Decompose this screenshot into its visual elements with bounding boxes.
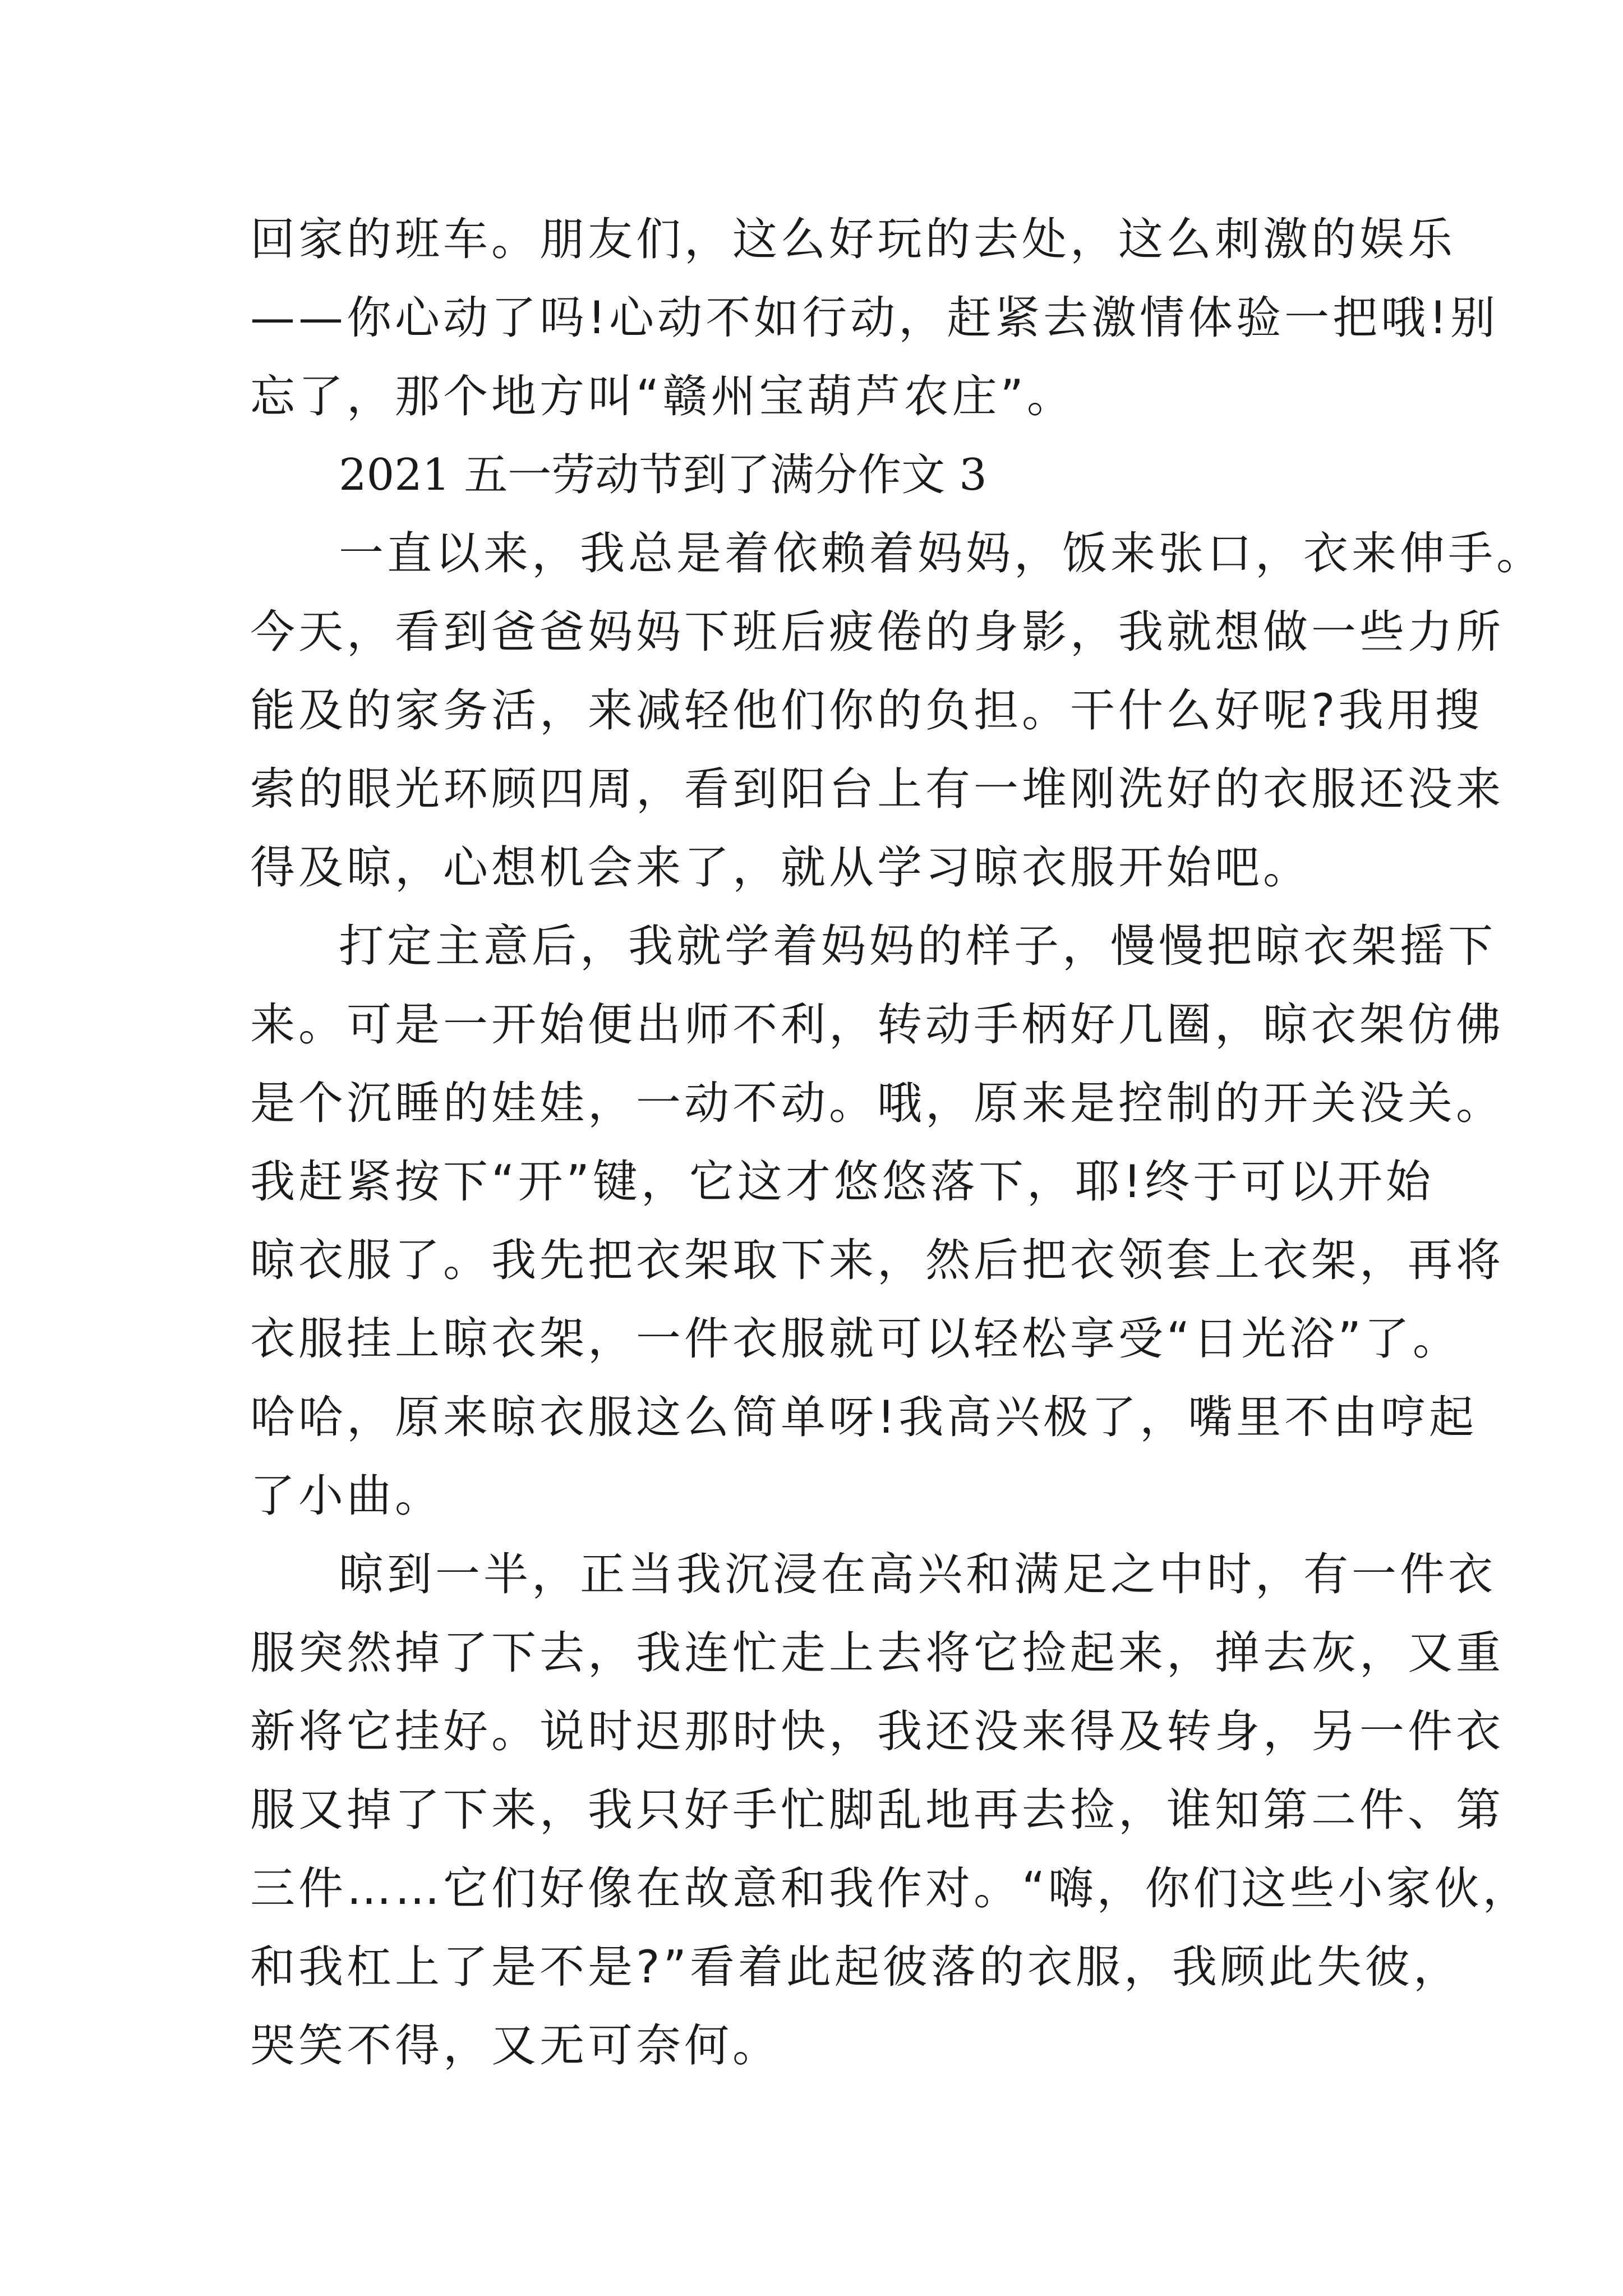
paragraph-4-line-3: 新将它挂好。说时迟那时快，我还没来得及转身，另一件衣	[250, 1705, 1504, 1757]
paragraph-4-line-4: 服又掉了下来，我只好手忙脚乱地再去捡，谁知第二件、第	[250, 1784, 1504, 1836]
paragraph-4-line-6: 和我杠上了是不是?”看着此起彼落的衣服，我顾此失彼，	[250, 1941, 1461, 1993]
paragraph-1-line-1: 回家的班车。朋友们，这么好玩的去处，这么刺激的娱乐	[250, 213, 1456, 265]
paragraph-3-line-5: 晾衣服了。我先把衣架取下来，然后把衣领套上衣架，再将	[250, 1234, 1504, 1286]
paragraph-3-line-1: 打定主意后，我就学着妈妈的样子，慢慢把晾衣架摇下	[339, 920, 1496, 972]
paragraph-2-line-5: 得及晾，心想机会来了，就从学习晾衣服开始吧。	[250, 841, 1311, 894]
paragraph-1-line-2: ——你心动了吗!心动不如行动，赶紧去激情体验一把哦!别	[250, 292, 1499, 344]
paragraph-4-line-2: 服突然掉了下去，我连忙走上去将它捡起来，掸去灰，又重	[250, 1627, 1504, 1679]
paragraph-3-line-2: 来。可是一开始便出师不利，转动手柄好几圈，晾衣架仿佛	[250, 999, 1504, 1051]
paragraph-3-line-4: 我赶紧按下“开”键，它这才悠悠落下，耶!终于可以开始	[250, 1156, 1434, 1208]
paragraph-4-line-7: 哭笑不得，又无可奈何。	[250, 2019, 781, 2072]
paragraph-3-line-6: 衣服挂上晾衣架，一件衣服就可以轻松享受“日光浴”了。	[250, 1313, 1461, 1365]
paragraph-2-line-1: 一直以来，我总是着依赖着妈妈，饭来张口，衣来伸手。	[339, 527, 1544, 579]
paragraph-2-line-3: 能及的家务活，来减轻他们你的负担。干什么好呢?我用搜	[250, 684, 1483, 737]
paragraph-3-line-3: 是个沉睡的娃娃，一动不动。哦，原来是控制的开关没关。	[250, 1077, 1504, 1129]
paragraph-3-line-7: 哈哈，原来晾衣服这么简单呀!我高兴极了，嘴里不由哼起	[250, 1391, 1478, 1443]
paragraph-3-line-8: 了小曲。	[250, 1470, 443, 1522]
paragraph-4-line-1: 晾到一半，正当我沉浸在高兴和满足之中时，有一件衣	[339, 1548, 1496, 1600]
paragraph-2-line-4: 索的眼光环顾四周，看到阳台上有一堆刚洗好的衣服还没来	[250, 763, 1504, 815]
paragraph-2-line-2: 今天，看到爸爸妈妈下班后疲倦的身影，我就想做一些力所	[250, 606, 1504, 658]
paragraph-4-line-5: 三件……它们好像在故意和我作对。“嗨，你们这些小家伙，	[250, 1862, 1531, 1915]
section-title: 2021 五一劳动节到了满分作文 3	[339, 450, 987, 500]
paragraph-1-line-3: 忘了，那个地方叫“赣州宝葫芦农庄”。	[250, 370, 1075, 422]
